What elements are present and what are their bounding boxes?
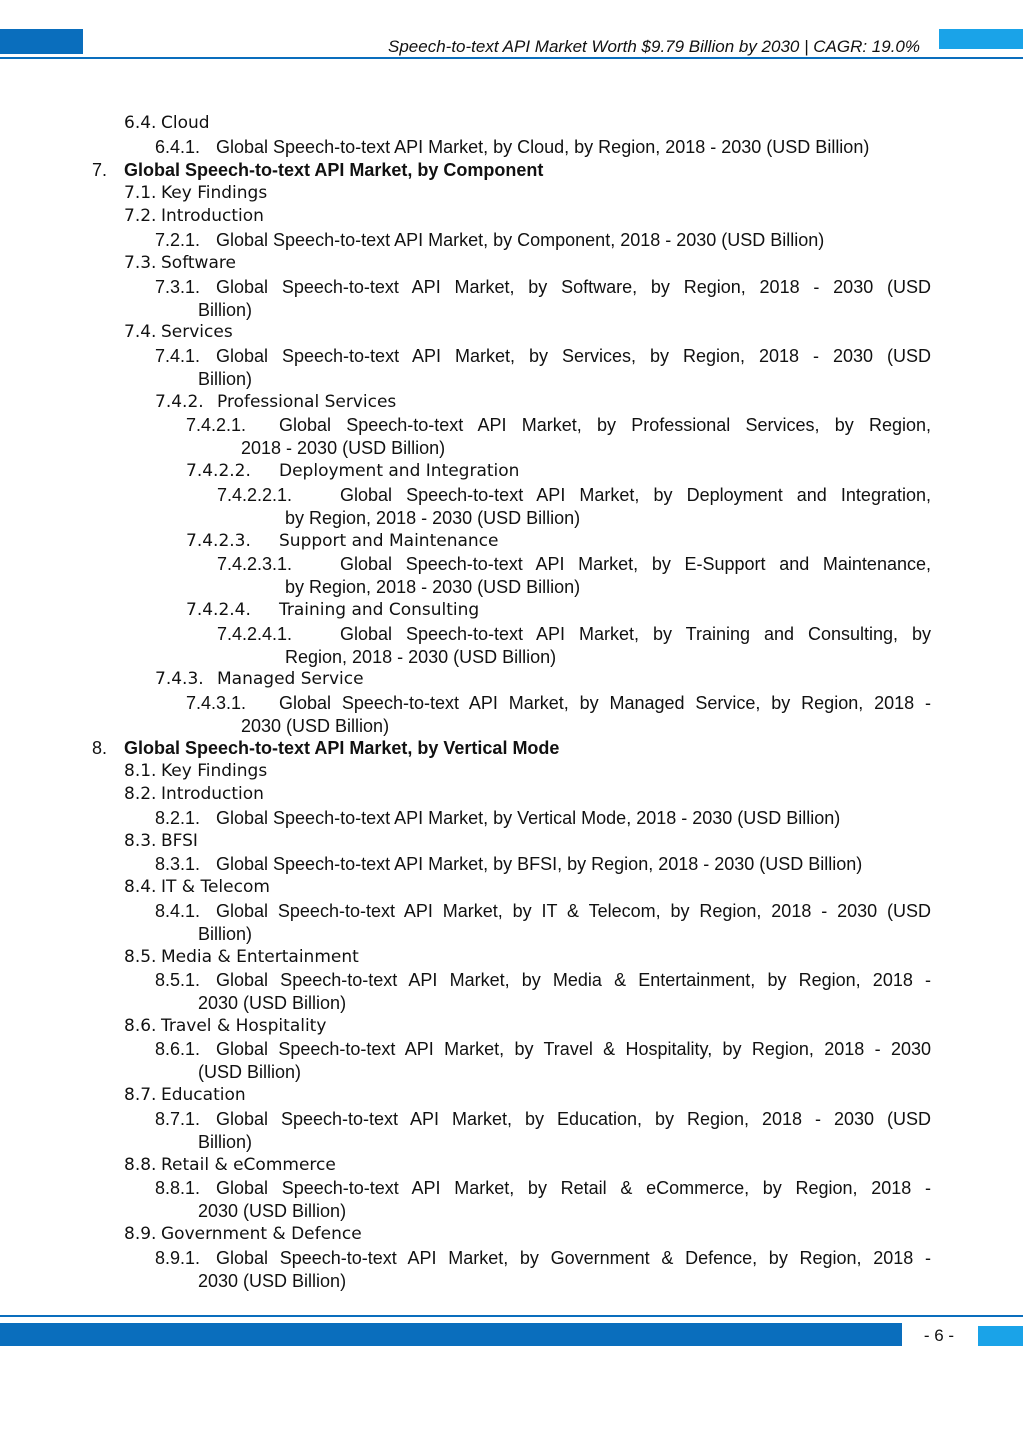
toc-text: Global Speech-to-text API Market, by IT & Telecom, by Region, 2018 - 2030 (USD — [216, 901, 931, 921]
toc-text-continued: Region, 2018 - 2030 (USD Billion) — [285, 647, 557, 667]
toc-text: Introduction — [161, 784, 264, 804]
toc-text: Global Speech-to-text API Market, by Software, by Region, 2018 - 2030 (USD — [216, 277, 931, 297]
toc-text-continued: Billion) — [198, 300, 253, 320]
footer-bar — [0, 1323, 902, 1346]
toc-number: 8.6.1. — [155, 1039, 201, 1059]
toc-text-continued: 2018 - 2030 (USD Billion) — [241, 438, 446, 458]
toc-text: Global Speech-to-text API Market, by Training and Consulting, by — [340, 624, 931, 644]
toc-number: 7.4.2.2. — [186, 461, 251, 481]
toc-number: 7.4.2.4. — [186, 600, 251, 620]
toc-text: Cloud — [161, 113, 210, 133]
toc-text: Training and Consulting — [279, 600, 480, 620]
toc-text: Global Speech-to-text API Market, by Media & Entertainment, by Region, 2018 - — [216, 970, 931, 990]
toc-text-continued: Billion) — [198, 924, 253, 944]
toc-number: 7.4.2.3. — [186, 531, 251, 551]
toc-text: Global Speech-to-text API Market, by Services, by Region, 2018 - 2030 (USD — [216, 346, 931, 366]
toc-number: 8.5. — [124, 947, 157, 967]
toc-number: 8. — [92, 738, 108, 758]
toc-text: Global Speech-to-text API Market, by Cloud, by Region, 2018 - 2030 (USD Billion) — [216, 137, 870, 157]
toc-number: 8.3. — [124, 831, 157, 851]
header-title: Speech-to-text API Market Worth $9.79 Billion by 2030 | CAGR: 19.0% — [388, 37, 920, 56]
toc-number: 7.4.3. — [155, 669, 204, 689]
toc-number: 8.7.1. — [155, 1109, 201, 1129]
toc-entry-7-3-1 — [155, 276, 931, 322]
toc-text: Global Speech-to-text API Market, by Component — [124, 160, 544, 180]
header-accent-right — [939, 29, 1023, 49]
toc-entry-7-4-2-2-1 — [217, 484, 931, 530]
toc-number: 8.8. — [124, 1155, 157, 1175]
toc-text: Global Speech-to-text API Market, by Vertical Mode — [124, 738, 560, 758]
toc-entry-7-4-1 — [155, 345, 931, 391]
toc-number: 7.4.2.2.1. — [217, 485, 293, 505]
toc-text: Global Speech-to-text API Market, by Deployment and Integration, — [340, 485, 931, 505]
toc-text-continued: 2030 (USD Billion) — [198, 993, 347, 1013]
toc-text: Global Speech-to-text API Market, by Vertical Mode, 2018 - 2030 (USD Billion) — [216, 808, 841, 828]
toc-number: 7.4.2.1. — [186, 415, 247, 435]
toc-number: 8.2. — [124, 784, 157, 804]
toc-text: Global Speech-to-text API Market, by Retail & eCommerce, by Region, 2018 - — [216, 1178, 931, 1198]
toc-entry-8-8-1 — [155, 1177, 931, 1223]
toc-text: Global Speech-to-text API Market, by Professional Services, by Region, — [279, 415, 931, 435]
footer-rule — [0, 1315, 1023, 1317]
toc-text: Professional Services — [217, 392, 397, 412]
toc-text: Global Speech-to-text API Market, by Component, 2018 - 2030 (USD Billion) — [216, 230, 825, 250]
toc-text: Retail & eCommerce — [161, 1155, 336, 1175]
toc-text: Media & Entertainment — [161, 947, 359, 967]
toc-text: Key Findings — [161, 761, 268, 781]
toc-number: 8.9. — [124, 1224, 157, 1244]
toc-text: Global Speech-to-text API Market, by E-Support and Maintenance, — [340, 554, 931, 574]
toc-text: Global Speech-to-text API Market, by Travel & Hospitality, by Region, 2018 - 2030 — [216, 1039, 931, 1059]
toc-number: 7.4.2.4.1. — [217, 624, 293, 644]
toc-text: Support and Maintenance — [279, 531, 499, 551]
toc-text-continued: by Region, 2018 - 2030 (USD Billion) — [285, 508, 581, 528]
toc-text: Deployment and Integration — [279, 461, 520, 481]
toc-number: 8.9.1. — [155, 1248, 201, 1268]
toc-text: Travel & Hospitality — [161, 1016, 327, 1036]
toc-number: 8.6. — [124, 1016, 157, 1036]
toc-number: 8.5.1. — [155, 970, 201, 990]
toc-number: 8.3.1. — [155, 854, 201, 874]
page-number: - 6 - — [923, 1326, 955, 1345]
toc-number: 8.8.1. — [155, 1178, 201, 1198]
toc-number: 8.2.1. — [155, 808, 201, 828]
toc-number: 6.4. — [124, 113, 157, 133]
toc-text: Government & Defence — [161, 1224, 362, 1244]
toc-entry-7-4-3-1 — [186, 692, 931, 738]
toc-text: Introduction — [161, 206, 264, 226]
toc-text: Global Speech-to-text API Market, by Government & Defence, by Region, 2018 - — [216, 1248, 931, 1268]
toc-number: 7.4.3.1. — [186, 693, 247, 713]
toc-number: 8.4. — [124, 877, 157, 897]
toc-text: Managed Service — [217, 669, 364, 689]
toc-number: 7.4.1. — [155, 346, 201, 366]
header-rule — [0, 57, 1023, 59]
toc-text: Global Speech-to-text API Market, by Managed Service, by Region, 2018 - — [279, 693, 931, 713]
toc-number: 8.7. — [124, 1085, 157, 1105]
toc-number: 6.4.1. — [155, 137, 201, 157]
toc-entry-7-4-2-4-1 — [217, 623, 931, 669]
toc-text: Education — [161, 1085, 246, 1105]
toc-text: BFSI — [161, 831, 198, 851]
header-accent-left — [0, 29, 83, 54]
toc-number: 7.2. — [124, 206, 157, 226]
footer-accent-right — [978, 1326, 1023, 1346]
toc-text-continued: Billion) — [198, 369, 253, 389]
toc-text: Global Speech-to-text API Market, by Education, by Region, 2018 - 2030 (USD — [216, 1109, 931, 1129]
toc-number: 7.3.1. — [155, 277, 201, 297]
toc-entry-8-6-1 — [155, 1038, 931, 1084]
toc-number: 7. — [92, 160, 108, 180]
toc-number: 7.4. — [124, 322, 157, 342]
toc-entry-8-5-1 — [155, 969, 931, 1015]
toc-entry-7-4-2-3-1 — [217, 553, 931, 599]
toc-text: Services — [161, 322, 233, 342]
toc-number: 7.1. — [124, 183, 157, 203]
toc-entry-8-9-1 — [155, 1247, 931, 1293]
toc-text-continued: by Region, 2018 - 2030 (USD Billion) — [285, 577, 581, 597]
toc-text-continued: 2030 (USD Billion) — [198, 1271, 347, 1291]
toc-number: 7.4.2.3.1. — [217, 554, 293, 574]
toc-number: 8.4.1. — [155, 901, 201, 921]
toc-text: Global Speech-to-text API Market, by BFSI, by Region, 2018 - 2030 (USD Billion) — [216, 854, 863, 874]
toc-number: 7.3. — [124, 253, 157, 273]
toc-text-continued: Billion) — [198, 1132, 253, 1152]
toc-entry-7-4-2-1 — [186, 414, 931, 460]
toc-text: Software — [161, 253, 236, 273]
toc-text-continued: 2030 (USD Billion) — [198, 1201, 347, 1221]
toc-number: 7.2.1. — [155, 230, 201, 250]
toc-text: IT & Telecom — [161, 877, 270, 897]
toc-text: Key Findings — [161, 183, 268, 203]
toc-number: 8.1. — [124, 761, 157, 781]
toc-entry-8-7-1 — [155, 1108, 931, 1154]
toc-text-continued: 2030 (USD Billion) — [241, 716, 390, 736]
toc-text-continued: (USD Billion) — [198, 1062, 302, 1082]
toc-entry-8-4-1 — [155, 900, 931, 946]
toc-number: 7.4.2. — [155, 392, 204, 412]
